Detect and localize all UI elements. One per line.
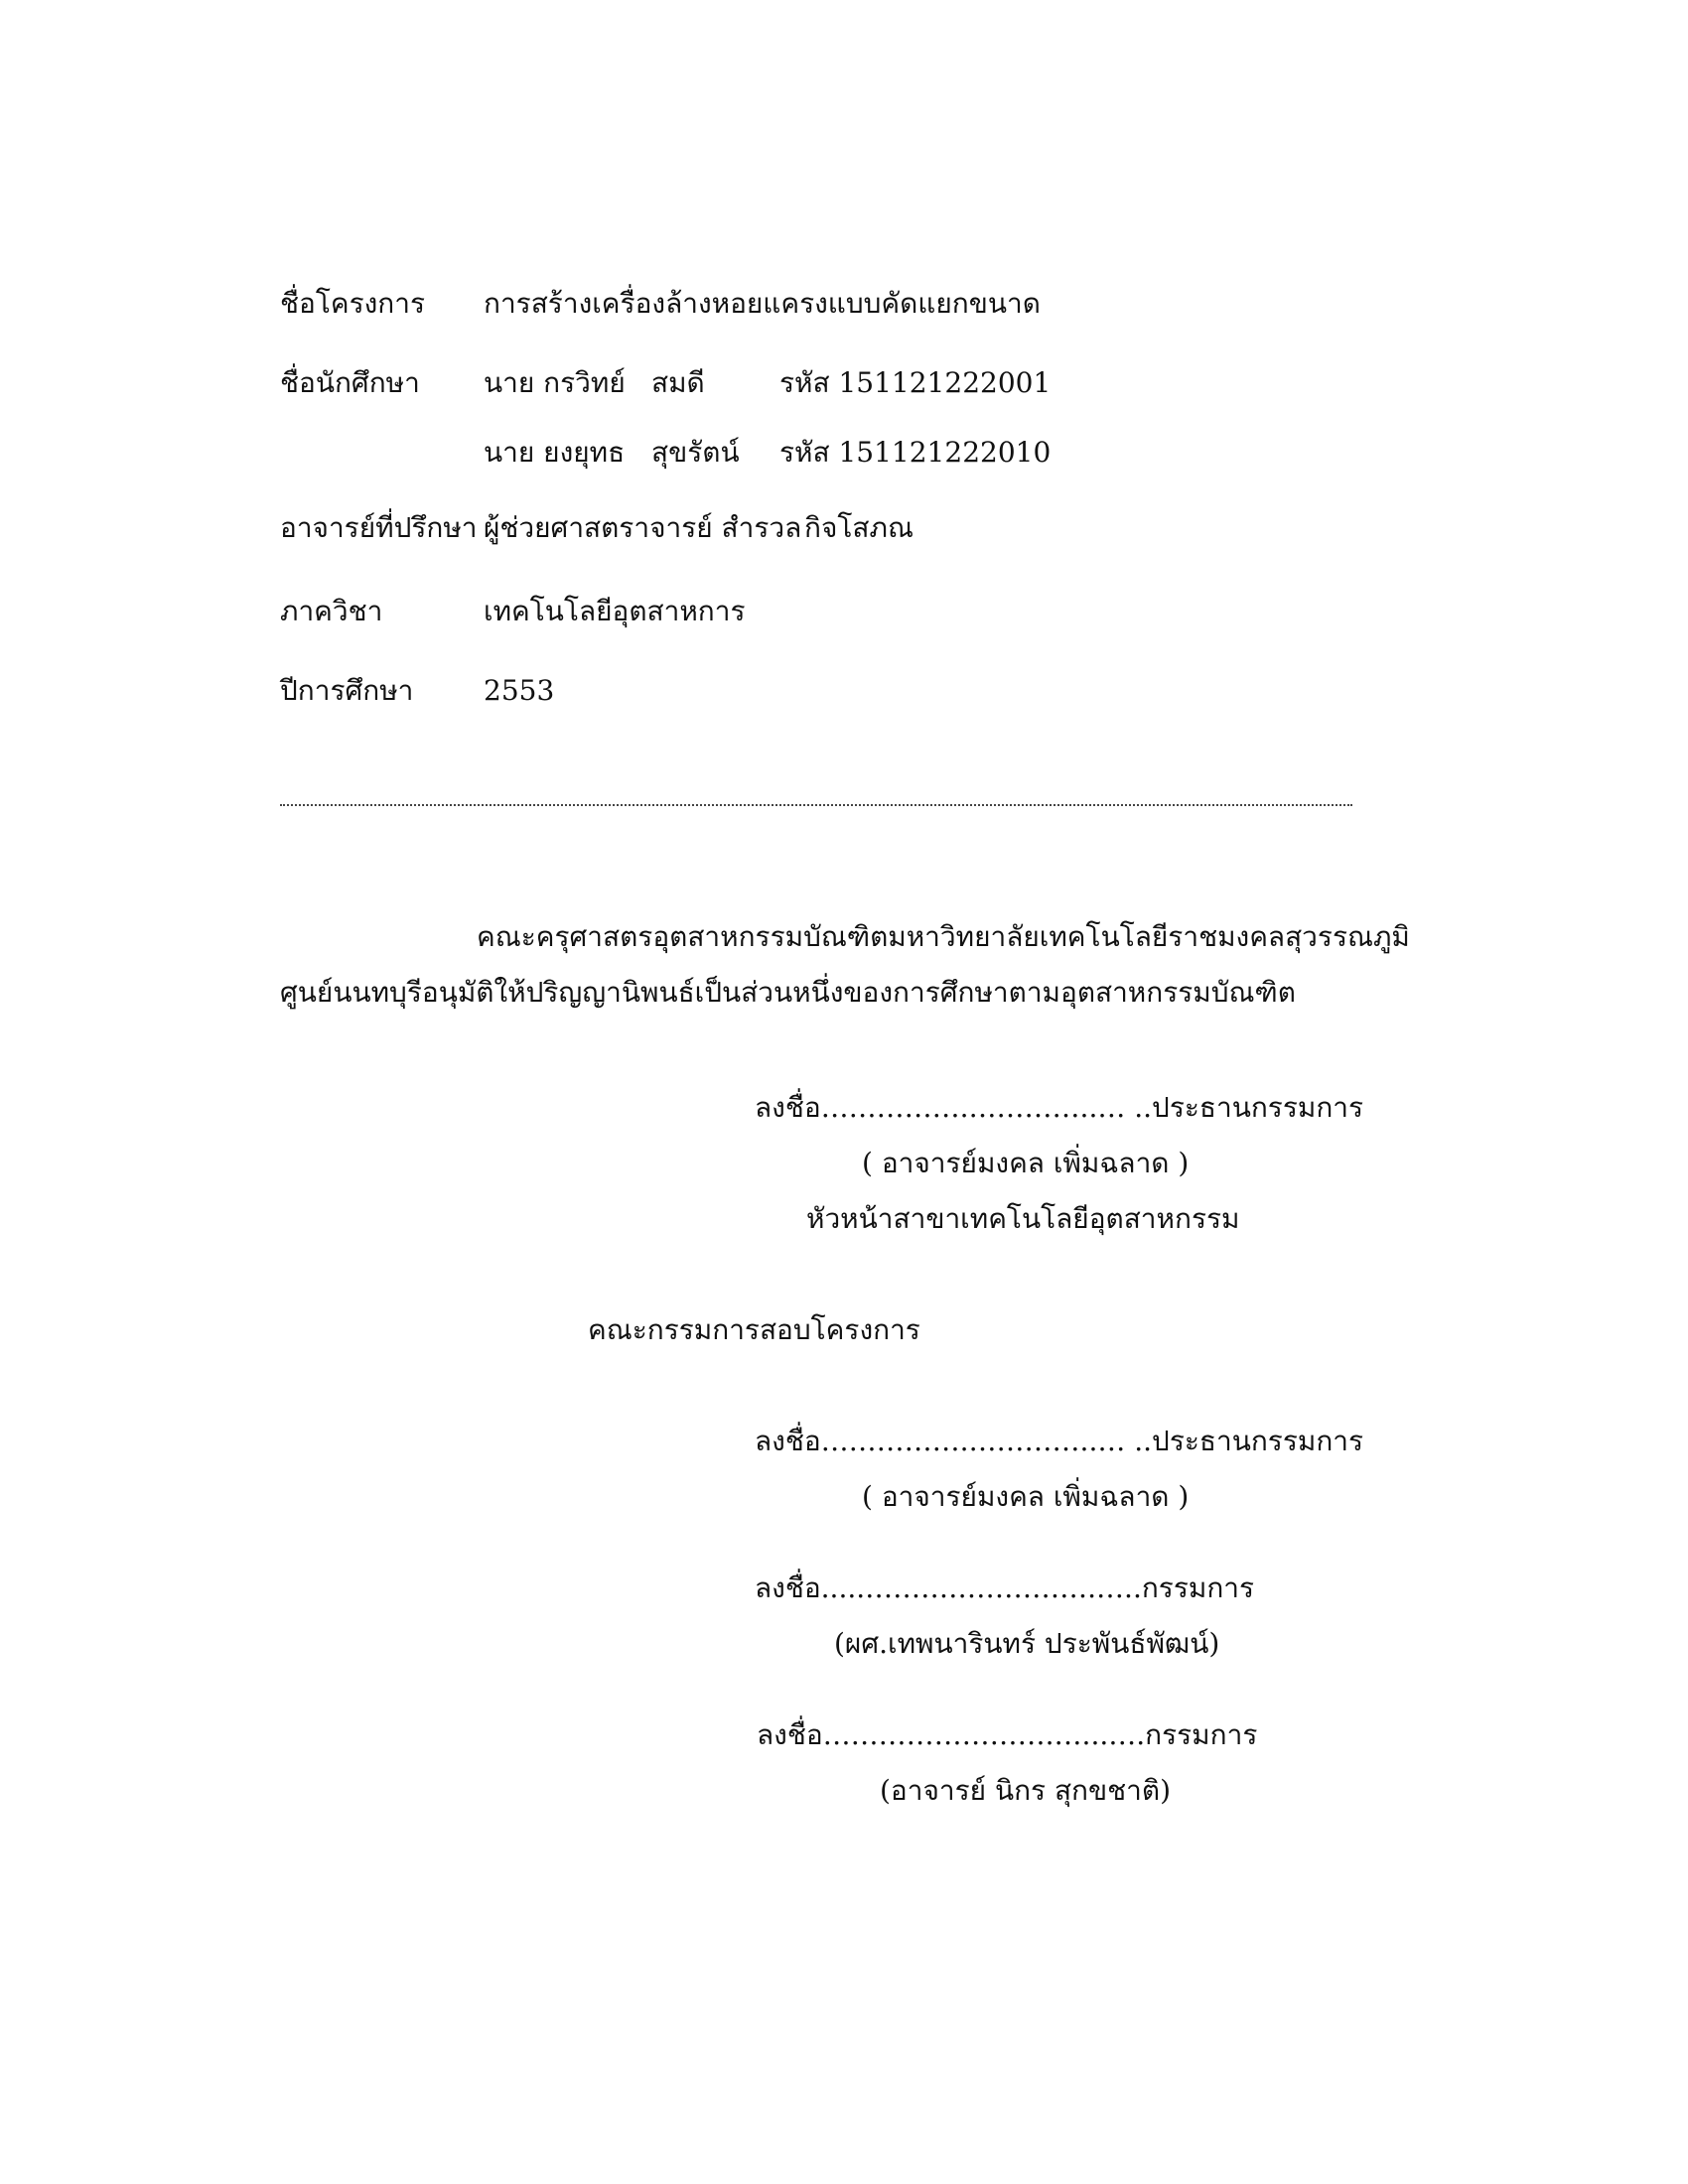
committee-signature-name-2: (ผศ.เทพนารินทร์ ประพันธ์พัฒน์)	[834, 1627, 1220, 1660]
department-label: ภาควิชา	[280, 595, 383, 627]
committee-heading: คณะกรรมการสอบโครงการ	[588, 1313, 920, 1346]
committee-signature-line-2: ลงชื่อ.....…………………….…..กรรมการ	[755, 1571, 1255, 1604]
advisor-value: ผู้ช่วยศาสตราจารย์ สำรวล	[484, 511, 802, 544]
department-value: เทคโนโลยีอุตสาหการ	[484, 595, 746, 627]
project-title-value: การสร้างเครื่องล้างหอยแครงแบบคัดแยกขนาด	[484, 287, 1041, 320]
advisor-label: อาจารย์ที่ปรึกษา	[280, 511, 478, 544]
committee-signature-line-1: ลงชื่อ…………….…………..… ..ประธานกรรมการ	[755, 1425, 1364, 1457]
committee-signature-name-3: (อาจารย์ นิกร สุกขชาติ)	[880, 1774, 1171, 1807]
advisor-last-name: กิจโสภณ	[804, 511, 914, 544]
student-1-id: รหัส 151121222001	[779, 366, 1052, 399]
committee-signature-name-1: ( อาจารย์มงคล เพิ่มฉลาด )	[862, 1480, 1190, 1513]
student-2-first-name: นาย ยงยุทธ	[484, 436, 626, 469]
student-1-last-name: สมดี	[651, 366, 705, 399]
project-title-label: ชื่อโครงการ	[280, 287, 426, 320]
year-label: ปีการศึกษา	[280, 674, 414, 707]
student-2-id: รหัส 151121222010	[779, 436, 1052, 469]
committee-signature-line-3: ลงชื่อ…………………….…...….กรรมการ	[757, 1718, 1258, 1751]
year-value: 2553	[484, 674, 555, 707]
student-1-first-name: นาย กรวิทย์	[484, 366, 626, 399]
approval-line-1: คณะครุศาสตรอุตสาหกรรมบัณฑิตมหาวิทยาลัยเทคโนโลยีราชมงคลสุวรรณภูมิ	[477, 920, 1410, 953]
dotted-divider	[280, 804, 1352, 806]
approval-line-2: ศูนย์นนทบุรีอนุมัติให้ปริญญานิพนธ์เป็นส่วนหนึ่งของการศึกษาตามอุตสาหกรรมบัณฑิต	[280, 976, 1296, 1009]
students-label: ชื่อนักศึกษา	[280, 366, 420, 399]
head-signature-line: ลงชื่อ…………….…………..… ..ประธานกรรมการ	[755, 1091, 1364, 1124]
head-signature-position: หัวหน้าสาขาเทคโนโลยีอุตสาหกรรม	[806, 1202, 1240, 1235]
student-2-last-name: สุขรัตน์	[651, 436, 740, 469]
head-signature-name: ( อาจารย์มงคล เพิ่มฉลาด )	[862, 1147, 1190, 1179]
